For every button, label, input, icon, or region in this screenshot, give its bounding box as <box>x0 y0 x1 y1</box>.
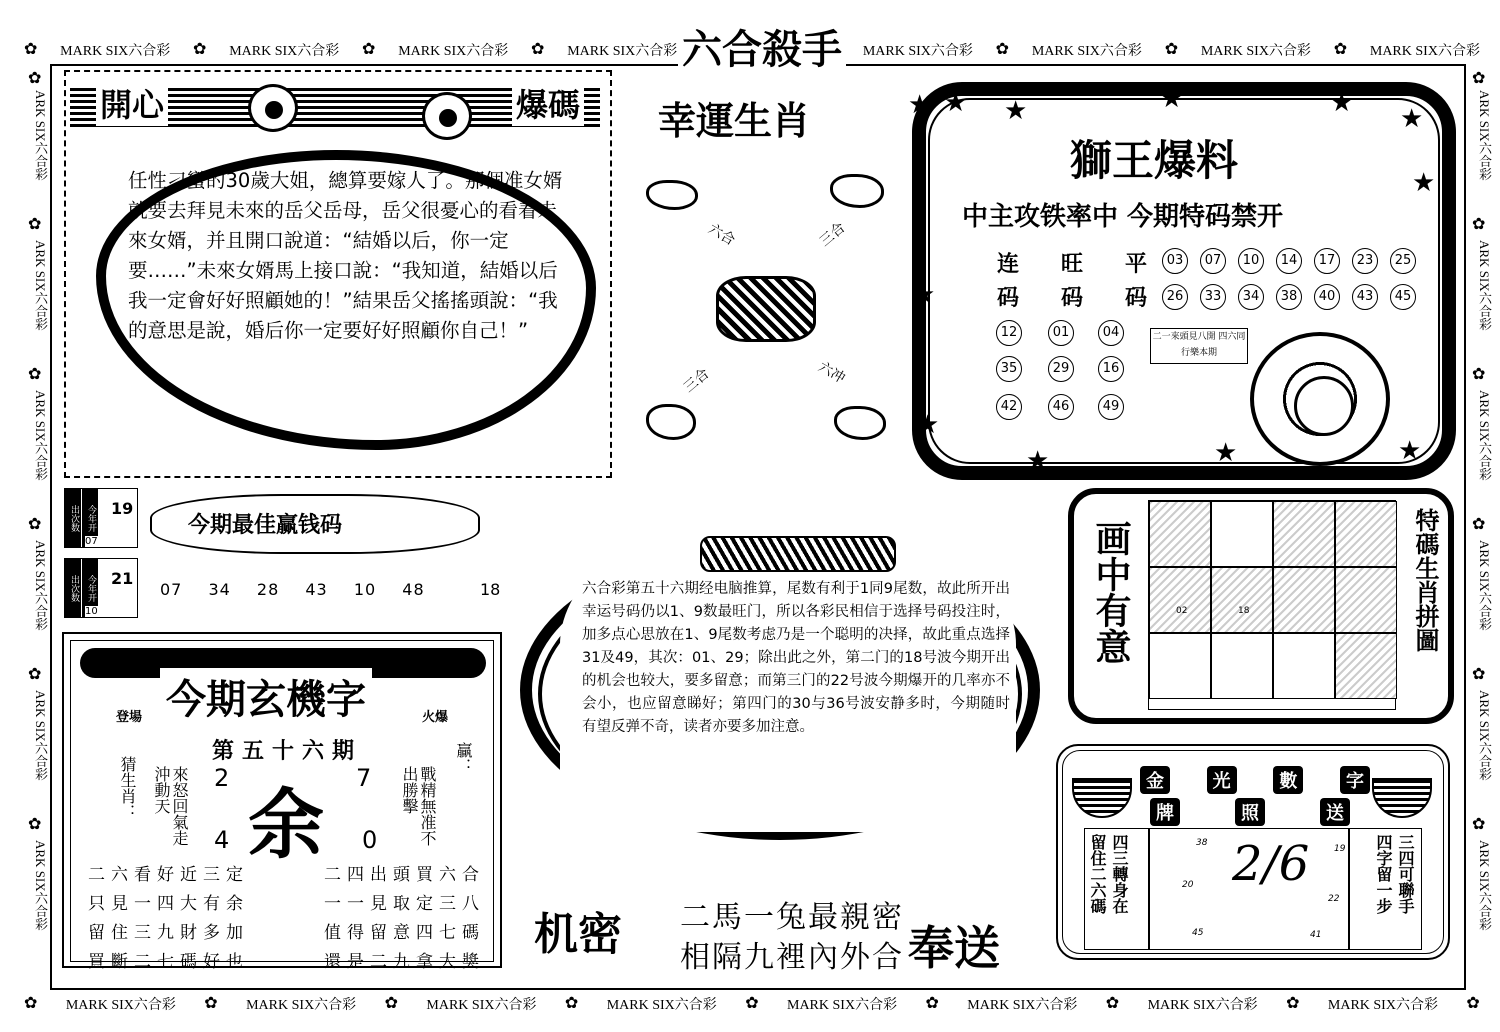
forbidden-number: 40 <box>1314 284 1340 310</box>
stat-mini: 07 <box>85 536 98 547</box>
star-icon: ★ <box>912 280 936 310</box>
best-numbers <box>160 580 445 599</box>
verse-line: 四字留一步 <box>1374 834 1393 914</box>
poem-right <box>324 860 485 972</box>
puzzle-cell <box>1335 501 1397 567</box>
side-text: ARK SIX六合彩 <box>1477 540 1492 631</box>
pick-number: 35 <box>996 356 1022 382</box>
puzzle-cell <box>1273 633 1335 699</box>
border-text: MARK SIX六合彩 <box>1327 998 1438 1013</box>
guess-label: 贏： <box>454 742 473 774</box>
pick-number: 12 <box>996 320 1022 346</box>
poem-line: 二六看好近三定 <box>88 865 249 885</box>
flower-icon: ✿ <box>24 41 38 58</box>
gold-heading-char: 光 <box>1207 766 1237 794</box>
poem-line: 留住三九財多加 <box>88 923 249 943</box>
border-text: MARK SIX六合彩 <box>787 998 898 1013</box>
mystery-digit: 4 <box>214 826 230 854</box>
side-text: ARK SIX六合彩 <box>33 240 48 331</box>
left-border <box>22 64 50 990</box>
guess-hint: 來怒回氣走沖動天 <box>152 766 189 846</box>
flower-icon: ✿ <box>1472 364 1486 383</box>
gold-number: 41 <box>1310 930 1322 940</box>
flower-icon: ✿ <box>1105 995 1120 1012</box>
side-text: ARK SIX六合彩 <box>1477 840 1492 931</box>
flower-icon: ✿ <box>531 41 545 58</box>
cartoon-face-icon <box>248 84 298 132</box>
star-icon: ★ <box>1398 436 1422 466</box>
flower-icon: ✿ <box>24 995 38 1012</box>
forbidden-number: 14 <box>1276 248 1302 274</box>
zodiac-relation: 六合 <box>705 220 738 249</box>
flower-icon: ✿ <box>745 995 759 1012</box>
lion-subtitle: 中主攻铁率中 今期特码禁开 <box>962 202 1284 232</box>
secret-line: 二馬一兔最親密 <box>680 900 904 935</box>
border-text: MARK SIX六合彩 <box>398 44 509 59</box>
pick-number: 29 <box>1048 356 1074 382</box>
mystery-title: 今期玄機字 <box>160 668 372 725</box>
border-text: MARK SIX六合彩 <box>606 998 717 1013</box>
joke-right-label: 爆碼 <box>512 80 584 126</box>
lion-icon <box>1250 332 1390 466</box>
star-icon: ★ <box>944 88 968 118</box>
star-icon: ★ <box>1160 84 1184 114</box>
flower-icon: ✿ <box>1333 41 1348 58</box>
forbidden-number: 10 <box>1238 248 1264 274</box>
gold-heading-char: 牌 <box>1150 798 1180 826</box>
page-title: 六合殺手 <box>678 18 846 75</box>
stat-value: 19 <box>111 499 134 518</box>
side-text: ARK SIX六合彩 <box>33 690 48 781</box>
gold-number: 22 <box>1328 894 1340 904</box>
guess-label: 猜生肖： <box>118 756 137 820</box>
lion-column-headers <box>990 248 1154 316</box>
gold-heading <box>1140 766 1370 794</box>
mystery-digit: 0 <box>362 826 378 854</box>
puzzle-number: 02 <box>1176 606 1188 616</box>
stat-box <box>64 488 138 548</box>
pick-number: 04 <box>1098 320 1124 346</box>
best-number: 28 <box>256 580 280 599</box>
forbidden-number: 17 <box>1314 248 1340 274</box>
flower-icon: ✿ <box>28 664 42 683</box>
border-text: MARK SIX六合彩 <box>1200 44 1311 59</box>
flower-icon: ✿ <box>1472 664 1486 683</box>
flower-icon: ✿ <box>28 814 42 833</box>
side-text: ARK SIX六合彩 <box>1477 240 1492 331</box>
border-text: MARK SIX六合彩 <box>862 44 973 59</box>
side-text: ARK SIX六合彩 <box>33 390 48 481</box>
forbidden-number: 33 <box>1200 284 1226 310</box>
forbidden-number: 07 <box>1200 248 1226 274</box>
zodiac-relation: 六冲 <box>815 358 848 387</box>
border-text: MARK SIX六合彩 <box>1369 44 1480 59</box>
side-text: ARK SIX六合彩 <box>33 540 48 631</box>
gold-left-verse <box>1088 834 1128 914</box>
stat-value: 21 <box>111 569 134 588</box>
best-number: 34 <box>208 580 231 599</box>
verse-line: 三四可聯手 <box>1396 834 1415 914</box>
side-text: ARK SIX六合彩 <box>33 90 48 181</box>
flower-icon: ✿ <box>28 514 42 533</box>
stat-box <box>64 558 138 618</box>
forbidden-number: 26 <box>1162 284 1188 310</box>
article-text: 六合彩第五十六期经电脑推算，尾数有利于1同9尾数，故此所开出幸运号码仍以1、9数最旺门，所以各彩民相信于选择号码投注时，加多点心思放在1、9尾数考虑乃是一个聪明的决择，故此重点选择31及49，其次：01、29；除出此之外，第二门的18号波今期开出的机会也较大，要多留意；而第三门的22号波今期爆开的几率亦不会小，也应留意睇好；第四门的30与36号波安静多时，今期随时有望反弹不奇，读者亦要多加注意。 <box>582 581 1010 735</box>
pick-number: 49 <box>1098 394 1124 420</box>
issue-number: 第五十六期 <box>212 739 363 764</box>
zodiac-relation: 三合 <box>680 365 713 396</box>
flower-icon: ✿ <box>1472 514 1486 533</box>
secret-lines <box>680 898 904 978</box>
flower-icon: ✿ <box>1466 995 1480 1012</box>
gold-right-verse <box>1374 834 1414 914</box>
forbidden-number: 03 <box>1162 248 1188 274</box>
flower-icon: ✿ <box>362 41 376 58</box>
divider <box>1348 828 1350 950</box>
side-text: ARK SIX六合彩 <box>1477 690 1492 781</box>
gold-heading-char: 字 <box>1340 766 1370 794</box>
secret-line: 相隔九裡內外合 <box>680 940 904 975</box>
puzzle-cell <box>1149 567 1211 633</box>
lion-speech-note: 二一來頭見八開 四六同行樂本期 <box>1150 328 1248 364</box>
border-text: MARK SIX六合彩 <box>1031 44 1142 59</box>
border-text: MARK SIX六合彩 <box>426 998 537 1013</box>
star-icon: ★ <box>916 410 940 440</box>
puzzle-cell <box>1335 567 1397 633</box>
puzzle-cell <box>1176 567 1273 633</box>
border-text: MARK SIX六合彩 <box>567 44 678 59</box>
flower-icon: ✿ <box>384 995 398 1012</box>
poem-line: 一一見取定三八 <box>324 894 485 914</box>
best-number: 10 <box>353 580 377 599</box>
flower-icon: ✿ <box>1286 995 1300 1012</box>
flower-icon: ✿ <box>1472 814 1486 833</box>
puzzle-cell <box>1149 501 1211 567</box>
puzzle-cell <box>1211 501 1273 567</box>
stat-label: 今年开 <box>82 489 98 547</box>
zodiac-relation: 三合 <box>816 219 849 250</box>
poem-line: 只見一四大有余 <box>88 894 249 914</box>
border-text: MARK SIX六合彩 <box>60 44 171 59</box>
flower-icon: ✿ <box>28 364 42 383</box>
stat-label: 出次数 <box>65 489 81 547</box>
joke-left-label: 開心 <box>96 80 168 126</box>
tiger-icon <box>716 276 816 342</box>
mystery-tag-right: 火爆 <box>422 710 449 725</box>
flower-icon: ✿ <box>28 214 42 233</box>
pick-number: 01 <box>1048 320 1074 346</box>
joke-text: 任性刁蠻的30歲大姐，總算要嫁人了。那個准女婿就要去拜見未來的岳父岳母，岳父很憂心的看着未來女婿，并且開口說道：“結婚以后，你一定要……”未來女婿馬上接口說：“我知道，結婚以后我一定會好好照顧她的！”結果岳父搖搖頭說：“我的意思是說，婚后你一定要好好照顧你自己！” <box>128 169 563 342</box>
gold-number: 19 <box>1334 844 1346 854</box>
gold-heading-char: 金 <box>1140 766 1170 794</box>
flower-icon: ✿ <box>28 68 42 87</box>
verse-line: 留住二六碼 <box>1088 834 1107 914</box>
puzzle-cell <box>1149 633 1211 699</box>
poem-line: 二四出頭買六合 <box>324 865 485 885</box>
star-icon: ★ <box>1026 446 1050 476</box>
pick-number: 46 <box>1048 394 1074 420</box>
lucky-zodiac-title: 幸運生肖 <box>658 99 811 143</box>
gold-heading <box>1150 798 1350 826</box>
star-icon: ★ <box>1004 96 1028 126</box>
lion-title: 獅王爆料 <box>1070 136 1239 185</box>
forbidden-number: 34 <box>1238 284 1264 310</box>
puzzle-cell <box>1238 567 1335 633</box>
right-border <box>1466 64 1494 990</box>
side-text: ARK SIX六合彩 <box>33 840 48 931</box>
mystery-digit: 2 <box>214 764 230 792</box>
flower-icon: ✿ <box>1472 68 1486 87</box>
gold-heading-char: 照 <box>1235 798 1265 826</box>
divider <box>1148 828 1150 950</box>
puzzle-cell <box>1211 633 1273 699</box>
best-number-last: 18 <box>480 580 501 599</box>
column-header: 连码 <box>996 252 1019 311</box>
guess-hint: 戰精無准不出勝擊 <box>400 766 437 846</box>
gold-heading-char: 送 <box>1320 798 1350 826</box>
border-text: MARK SIX六合彩 <box>1147 998 1258 1013</box>
star-icon: ★ <box>1214 438 1238 468</box>
bottom-border <box>24 990 1480 1018</box>
best-number: 48 <box>402 580 425 599</box>
cartoon-face-icon <box>422 92 472 140</box>
side-text: ARK SIX六合彩 <box>1477 390 1492 481</box>
stat-label: 今年开 <box>82 559 98 617</box>
gold-number: 38 <box>1196 838 1208 848</box>
forbidden-number: 45 <box>1390 284 1416 310</box>
poem-left <box>88 860 249 972</box>
mystery-character: 余 <box>248 780 324 869</box>
best-number: 43 <box>305 580 328 599</box>
flower-icon: ✿ <box>193 41 207 58</box>
star-icon: ★ <box>1400 104 1424 134</box>
forbidden-number: 43 <box>1352 284 1378 310</box>
pick-number: 16 <box>1098 356 1124 382</box>
star-icon: ★ <box>1330 88 1354 118</box>
puzzle-cell <box>1335 633 1397 699</box>
puzzle-caption: 特碼生肖拼圖 <box>1411 508 1439 652</box>
column-header: 旺码 <box>1060 252 1083 311</box>
mystery-digit: 7 <box>356 764 372 792</box>
verse-line: 四三轉身在 <box>1110 834 1129 914</box>
puzzle-number: 18 <box>1238 606 1250 616</box>
puzzle-title: 画中有意 <box>1090 520 1131 664</box>
best-number: 07 <box>160 580 183 599</box>
flower-icon: ✿ <box>204 995 218 1012</box>
star-icon: ★ <box>908 90 932 120</box>
column-header: 平码 <box>1124 252 1147 311</box>
gold-number: 20 <box>1182 880 1194 890</box>
border-text: MARK SIX六合彩 <box>65 998 176 1013</box>
flower-icon: ✿ <box>564 995 579 1012</box>
article-header-graphic <box>700 536 896 572</box>
gold-symbol: 2/6 <box>1232 836 1310 892</box>
poem-line: 值得留意四七碼 <box>324 923 485 943</box>
stat-label: 出次数 <box>65 559 81 617</box>
stat-mini: 10 <box>85 606 98 617</box>
flower-icon: ✿ <box>995 41 1010 58</box>
puzzle-cell <box>1273 501 1335 567</box>
forbidden-number: 38 <box>1276 284 1302 310</box>
side-text: ARK SIX六合彩 <box>1477 90 1492 181</box>
flower-icon: ✿ <box>1472 214 1486 233</box>
poem-line: 買斷二七碼好也 <box>88 952 249 972</box>
gold-number: 45 <box>1192 928 1204 938</box>
border-text: MARK SIX六合彩 <box>229 44 340 59</box>
flower-icon: ✿ <box>925 995 939 1012</box>
border-text: MARK SIX六合彩 <box>246 998 357 1013</box>
pick-number: 42 <box>996 394 1022 420</box>
border-text: MARK SIX六合彩 <box>967 998 1078 1013</box>
flower-icon: ✿ <box>1164 41 1179 58</box>
forbidden-number: 25 <box>1390 248 1416 274</box>
puzzle-grid <box>1148 500 1396 710</box>
forbidden-number: 23 <box>1352 248 1378 274</box>
star-icon: ★ <box>1412 168 1436 198</box>
secret-label: 机密 <box>534 909 622 960</box>
poem-line: 還是二九拿大獎 <box>324 952 485 972</box>
gift-label: 奉送 <box>908 921 1000 975</box>
mystery-tag-left: 登場 <box>116 710 143 725</box>
best-numbers-title: 今期最佳赢钱码 <box>188 513 343 538</box>
gold-heading-char: 數 <box>1273 766 1303 794</box>
